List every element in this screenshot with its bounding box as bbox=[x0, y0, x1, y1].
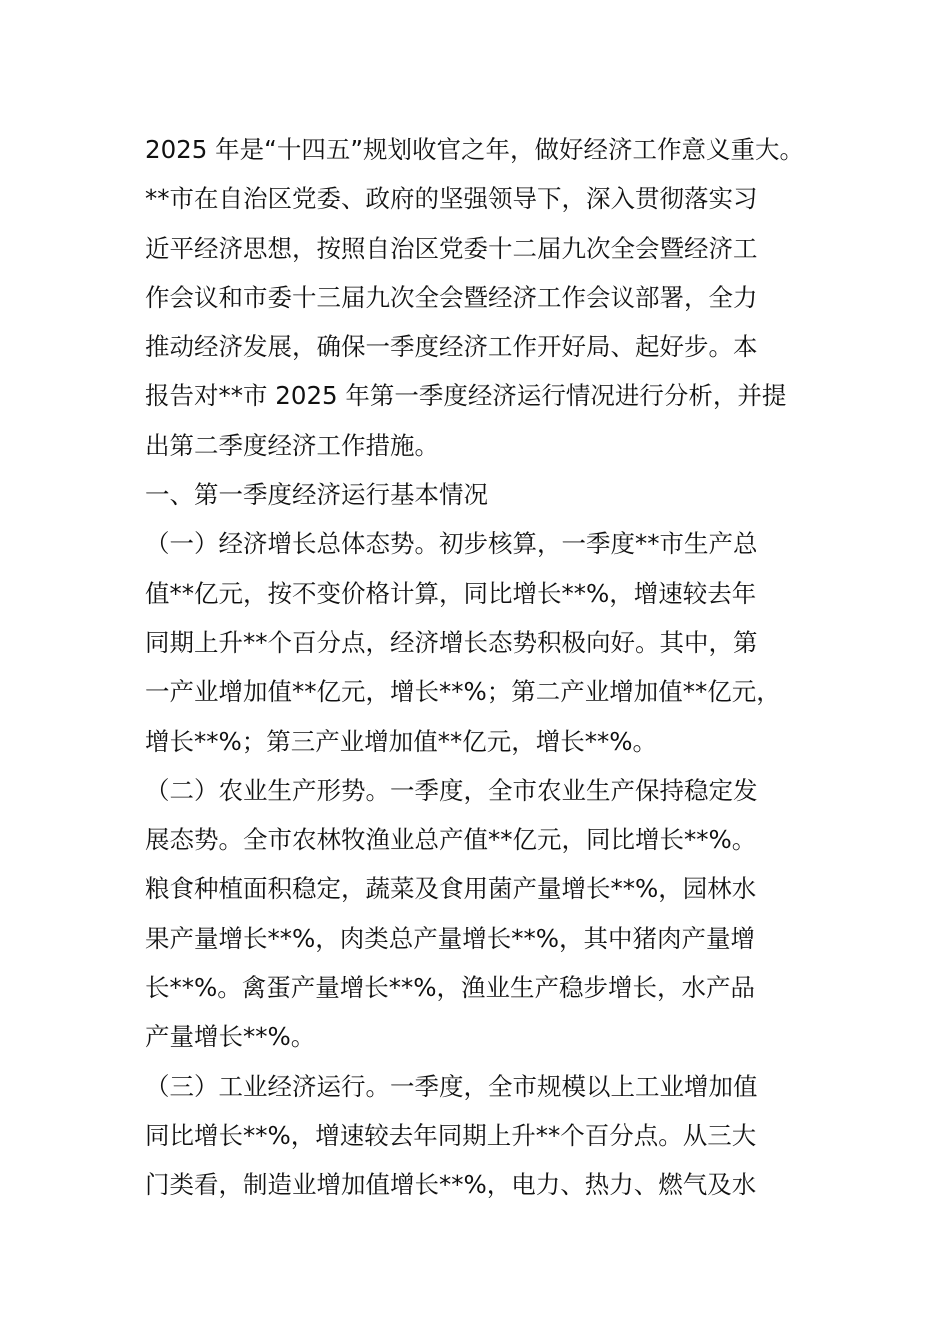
intro-line-4: 作会议和市委十三届九次全会暨经济工作会议部署，全力 bbox=[145, 282, 758, 312]
agriculture-line-6: 产量增长**%。 bbox=[145, 1022, 316, 1052]
industry-line-3: 门类看，制造业增加值增长**%，电力、热力、燃气及水 bbox=[145, 1170, 757, 1200]
section-heading: 一、第一季度经济运行基本情况 bbox=[145, 480, 488, 510]
intro-line-5: 推动经济发展，确保一季度经济工作开好局、起好步。本 bbox=[145, 332, 758, 362]
agriculture-line-5: 长**%。禽蛋产量增长**%，渔业生产稳步增长，水产品 bbox=[145, 973, 756, 1003]
document-body bbox=[145, 125, 835, 1210]
agriculture-line-2: 展态势。全市农林牧渔业总产值**亿元，同比增长**%。 bbox=[145, 825, 757, 855]
growth-line-3: 同期上升**个百分点，经济增长态势积极向好。其中，第 bbox=[145, 627, 758, 657]
industry-line-1: （三）工业经济运行。一季度，全市规模以上工业增加值 bbox=[145, 1071, 758, 1101]
growth-line-2: 值**亿元，按不变价格计算，同比增长**%，增速较去年 bbox=[145, 578, 757, 608]
intro-line-2: **市在自治区党委、政府的坚强领导下，深入贯彻落实习 bbox=[145, 184, 758, 214]
intro-line-3: 近平经济思想，按照自治区党委十二届九次全会暨经济工 bbox=[145, 233, 758, 263]
intro-line-6: 报告对**市 2025 年第一季度经济运行情况进行分析，并提 bbox=[145, 381, 787, 411]
growth-line-5: 增长**%；第三产业增加值**亿元，增长**%。 bbox=[145, 726, 658, 756]
industry-line-2: 同比增长**%，增速较去年同期上升**个百分点。从三大 bbox=[145, 1120, 757, 1150]
agriculture-line-1: （二）农业生产形势。一季度，全市农业生产保持稳定发 bbox=[145, 775, 758, 805]
agriculture-line-3: 粮食种植面积稳定，蔬菜及食用菌产量增长**%，园林水 bbox=[145, 874, 757, 904]
growth-line-1: （一）经济增长总体态势。初步核算，一季度**市生产总 bbox=[145, 529, 758, 559]
intro-line-1: 2025 年是“十四五”规划收官之年，做好经济工作意义重大。 bbox=[145, 135, 805, 164]
growth-line-4: 一产业增加值**亿元，增长**%；第二产业增加值**亿元， bbox=[145, 677, 781, 707]
agriculture-line-4: 果产量增长**%，肉类总产量增长**%，其中猪肉产量增 bbox=[145, 923, 756, 953]
intro-line-7: 出第二季度经济工作措施。 bbox=[145, 430, 439, 460]
